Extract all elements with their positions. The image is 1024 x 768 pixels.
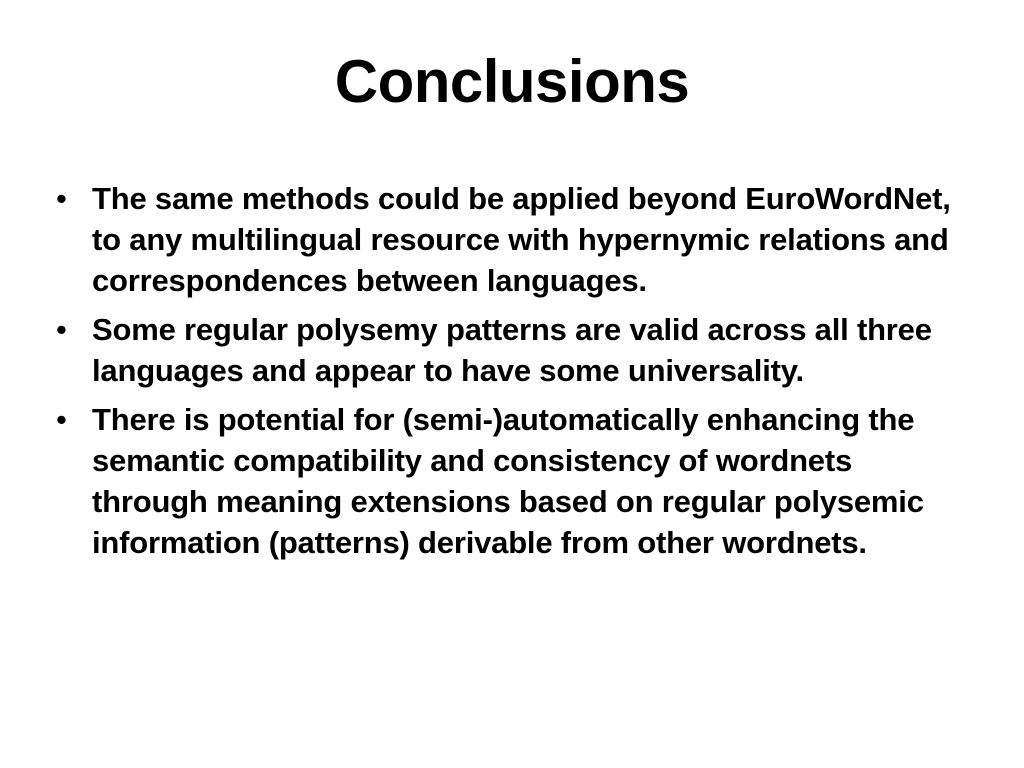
bullet-icon: • xyxy=(56,181,67,216)
bullet-text: There is potential for (semi-)automatically enhancing the semantic compatibility and consistency of wordnets through meaning extensions based on regular polysemic information (patterns) derivable from other wordnets. xyxy=(92,402,924,560)
bullet-item xyxy=(56,178,976,301)
bullet-icon: • xyxy=(56,402,67,437)
bullet-list xyxy=(56,178,976,571)
bullet-text: The same methods could be applied beyond EuroWordNet, to any multilingual resource with hypernymic relations and correspondences between languages. xyxy=(92,181,951,298)
slide-title: Conclusions xyxy=(334,48,690,115)
bullet-icon: • xyxy=(56,312,67,347)
bullet-item xyxy=(56,309,976,391)
bullet-item xyxy=(56,399,976,563)
bullet-text: Some regular polysemy patterns are valid across all three languages and appear to have some universality. xyxy=(92,312,932,388)
